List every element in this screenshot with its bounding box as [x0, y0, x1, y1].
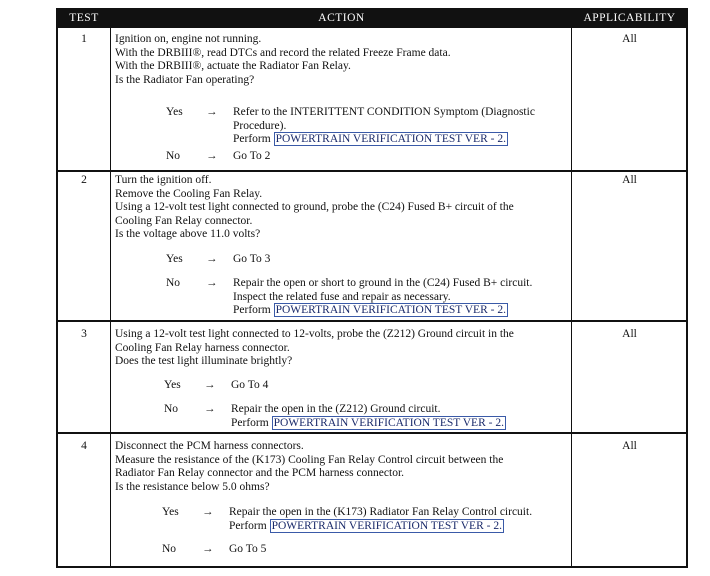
applicability-value: All [622, 328, 637, 340]
verification-test-link[interactable]: POWERTRAIN VERIFICATION TEST VER - 2. [275, 304, 506, 317]
column-divider [571, 10, 572, 566]
verification-test-link[interactable]: POWERTRAIN VERIFICATION TEST VER - 2. [271, 519, 502, 532]
row-divider [58, 320, 686, 322]
header-test: TEST [69, 12, 99, 24]
test-number: 3 [81, 328, 87, 340]
row-divider [58, 432, 686, 434]
applicability-value: All [622, 174, 637, 186]
applicability-value: All [622, 33, 637, 45]
verification-test-link[interactable]: POWERTRAIN VERIFICATION TEST VER - 2. [273, 416, 504, 429]
column-divider [110, 10, 111, 566]
row-divider [58, 170, 686, 172]
action-text: Ignition on, engine not running. With the DRBIII®, read DTCs and record the related Freeze Frame data. With the DRBIII®, actuate the Radiator Fan Relay. Is the Radiator Fan operating? [115, 33, 451, 86]
action-text: Disconnect the PCM harness connectors. Measure the resistance of the (K173) Cooling Fan Relay Control circuit between the Radiator Fan Relay connector and the PCM harness connector. Is the resistance below 5.0 ohms? [115, 440, 504, 493]
header-action: ACTION [318, 12, 365, 24]
action-text: Turn the ignition off. Remove the Cooling Fan Relay. Using a 12-volt test light connected to ground, probe the (C24) Fused B+ circuit of the Cooling Fan Relay connector. Is the voltage above 11.0 volts? [115, 174, 514, 241]
verification-test-link[interactable]: POWERTRAIN VERIFICATION TEST VER - 2. [275, 133, 506, 146]
test-number: 1 [81, 33, 87, 45]
table-header [58, 10, 686, 28]
header-applicability: APPLICABILITY [583, 12, 676, 24]
test-number: 4 [81, 440, 87, 452]
diagnostic-table: TEST ACTION APPLICABILITY 1 All Ignition on, engine not running. With the DRBIII®, read DTCs and record the related Freeze Frame data. With the DRBIII®, actuate the Radiator Fan Relay. Is the Radiator Fan operating? Yes → Refer to the INTERITTENT CONDITION Symptom (Diagnostic Procedure). Perform POWERTRAIN VERIFICATION TEST VER - 2. No → Go To 2 2 All Turn the ignition off. Remove the Cooling Fan Relay. Using a 12-volt test light connected to ground, probe the (C24) Fused B+ circuit of the Cooling Fan Relay connector. Is the voltage above 11.0 volts? Yes → Go To 3 No → Repair the open or short to ground in the (C24) Fused B+ circuit. Inspect the related fuse and repair as necessary. Perform POWERTRAIN VERIFICATION TEST VER - 2. 3 All Using a 12-volt test light connected to 12-volts, probe the (Z212) Ground circuit in the Cooling Fan Relay harness connector. Does the test light illuminate brightly? Yes → Go To 4 No → Repair the open in the (Z212) Ground circuit. Perform POWERTRAIN VERIFICATION TEST VER - 2. 4 All Disconnect the PCM harness connectors. Measure the resistance of the (K173) Cooling Fan Relay Control circuit between the Radiator Fan Relay connector and the PCM harness connector. Is the resistance below 5.0 ohms? Yes → Repair the open in the (K173) Radiator Fan Relay Control circuit. Perform POWERTRAIN VERIFICATION TEST VER - 2. No → Go To 5 [56, 8, 688, 568]
action-text: Using a 12-volt test light connected to 12-volts, probe the (Z212) Ground circuit in the Cooling Fan Relay harness connector. Does the test light illuminate brightly? [115, 328, 514, 368]
applicability-value: All [622, 440, 637, 452]
test-number: 2 [81, 174, 87, 186]
